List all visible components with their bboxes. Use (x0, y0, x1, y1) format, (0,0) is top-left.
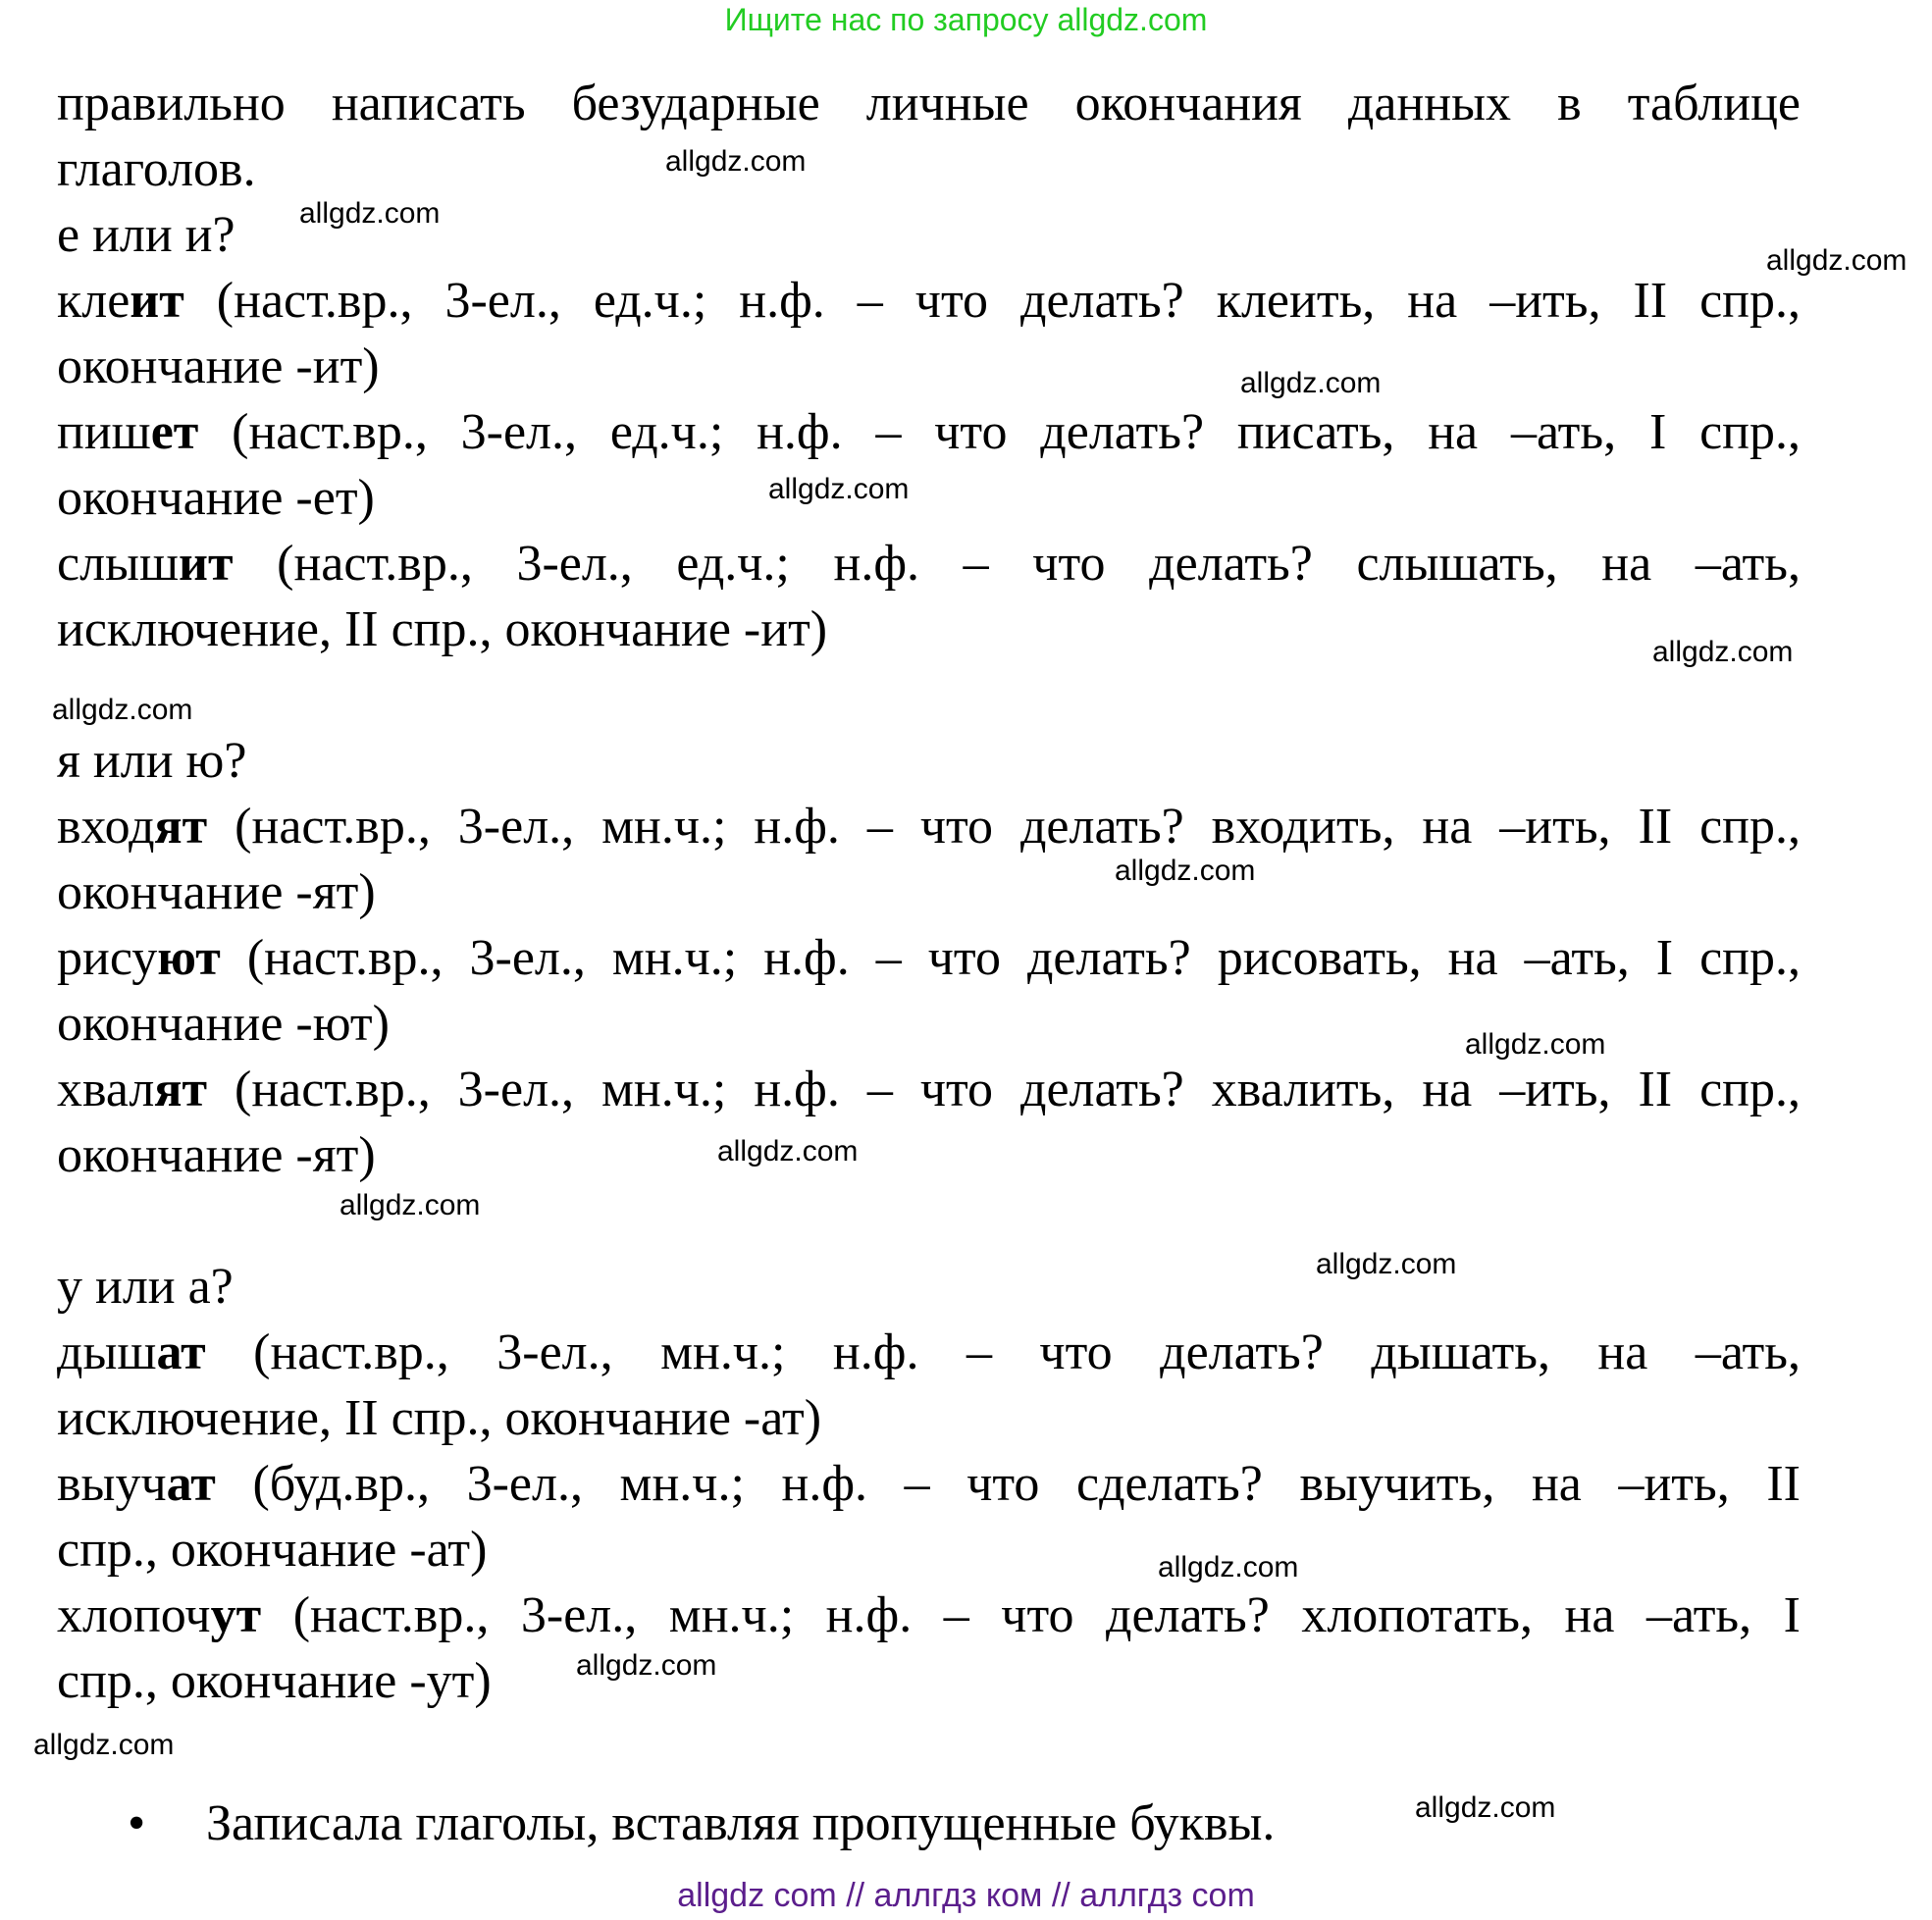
top-banner[interactable]: Ищите нас по запросу allgdz.com (724, 2, 1208, 37)
watermark: allgdz.com (339, 1189, 481, 1221)
watermark: allgdz.com (1766, 244, 1907, 277)
group-heading: я или ю? (57, 733, 247, 789)
watermark: allgdz.com (1316, 1248, 1457, 1280)
verb-entry-cont: исключение, II спр., окончание -ат) (57, 1390, 822, 1446)
verb-entry-cont: окончание -ят) (57, 1127, 376, 1183)
verb-entry-cont: спр., окончание -ат) (57, 1522, 488, 1578)
watermark: allgdz.com (665, 145, 807, 178)
watermark: allgdz.com (1652, 636, 1794, 668)
watermark: allgdz.com (717, 1135, 859, 1168)
verb-entry: входят (наст.вр., 3-ел., мн.ч.; н.ф. – что делать? входить, на –ить, II спр., (57, 799, 1801, 855)
verb-entry-cont: спр., окончание -ут) (57, 1653, 492, 1709)
verb-entry-cont: окончание -ят) (57, 864, 376, 920)
watermark: allgdz.com (1240, 367, 1382, 399)
bullet-text: Записала глаголы, вставляя пропущенные буквы. (206, 1795, 1276, 1851)
verb-entry: слышит (наст.вр., 3-ел., ед.ч.; н.ф. – что делать? слышать, на –ать, (57, 536, 1801, 592)
group-heading: у или а? (57, 1259, 234, 1315)
watermark: allgdz.com (1158, 1551, 1299, 1583)
footer-links[interactable]: allgdz com // аллгдз ком // аллгдз com (677, 1877, 1255, 1914)
verb-entry: хвалят (наст.вр., 3-ел., мн.ч.; н.ф. – что делать? хвалить, на –ить, II спр., (57, 1062, 1801, 1117)
spacer (57, 662, 1801, 728)
watermark: allgdz.com (576, 1649, 717, 1682)
verb-entry: выучат (буд.вр., 3-ел., мн.ч.; н.ф. – что сделать? выучить, на –ить, II (57, 1456, 1801, 1512)
group-heading: е или и? (57, 207, 235, 263)
watermark: allgdz.com (1115, 855, 1256, 887)
watermark: allgdz.com (1465, 1028, 1606, 1061)
intro-line-2: глаголов. (57, 141, 256, 197)
verb-entry: дышат (наст.вр., 3-ел., мн.ч.; н.ф. – что делать? дышать, на –ать, (57, 1324, 1801, 1380)
watermark: allgdz.com (299, 197, 441, 230)
verb-entry: рисуют (наст.вр., 3-ел., мн.ч.; н.ф. – что делать? рисовать, на –ать, I спр., (57, 930, 1801, 986)
verb-entry-cont: окончание -ют) (57, 996, 390, 1052)
verb-entry-cont: исключение, II спр., окончание -ит) (57, 601, 828, 657)
watermark: allgdz.com (1415, 1791, 1556, 1824)
intro-line-1: правильно написать безударные личные окончания данных в таблице (57, 76, 1801, 131)
bullet-item (128, 1790, 1275, 1856)
verb-entry-cont: окончание -ет) (57, 470, 375, 526)
verb-entry: пишет (наст.вр., 3-ел., ед.ч.; н.ф. – что делать? писать, на –ать, I спр., (57, 404, 1801, 460)
watermark: allgdz.com (768, 473, 910, 505)
watermark: allgdz.com (33, 1729, 175, 1761)
verb-entry: клеит (наст.вр., 3-ел., ед.ч.; н.ф. – что делать? клеить, на –ить, II спр., (57, 273, 1801, 329)
document-body (57, 71, 1801, 1714)
verb-entry: хлопочут (наст.вр., 3-ел., мн.ч.; н.ф. – что делать? хлопотать, на –ать, I (57, 1587, 1801, 1643)
verb-entry-cont: окончание -ит) (57, 338, 380, 394)
spacer (57, 1188, 1801, 1254)
watermark: allgdz.com (52, 694, 193, 726)
bullet-icon: • (128, 1795, 146, 1851)
